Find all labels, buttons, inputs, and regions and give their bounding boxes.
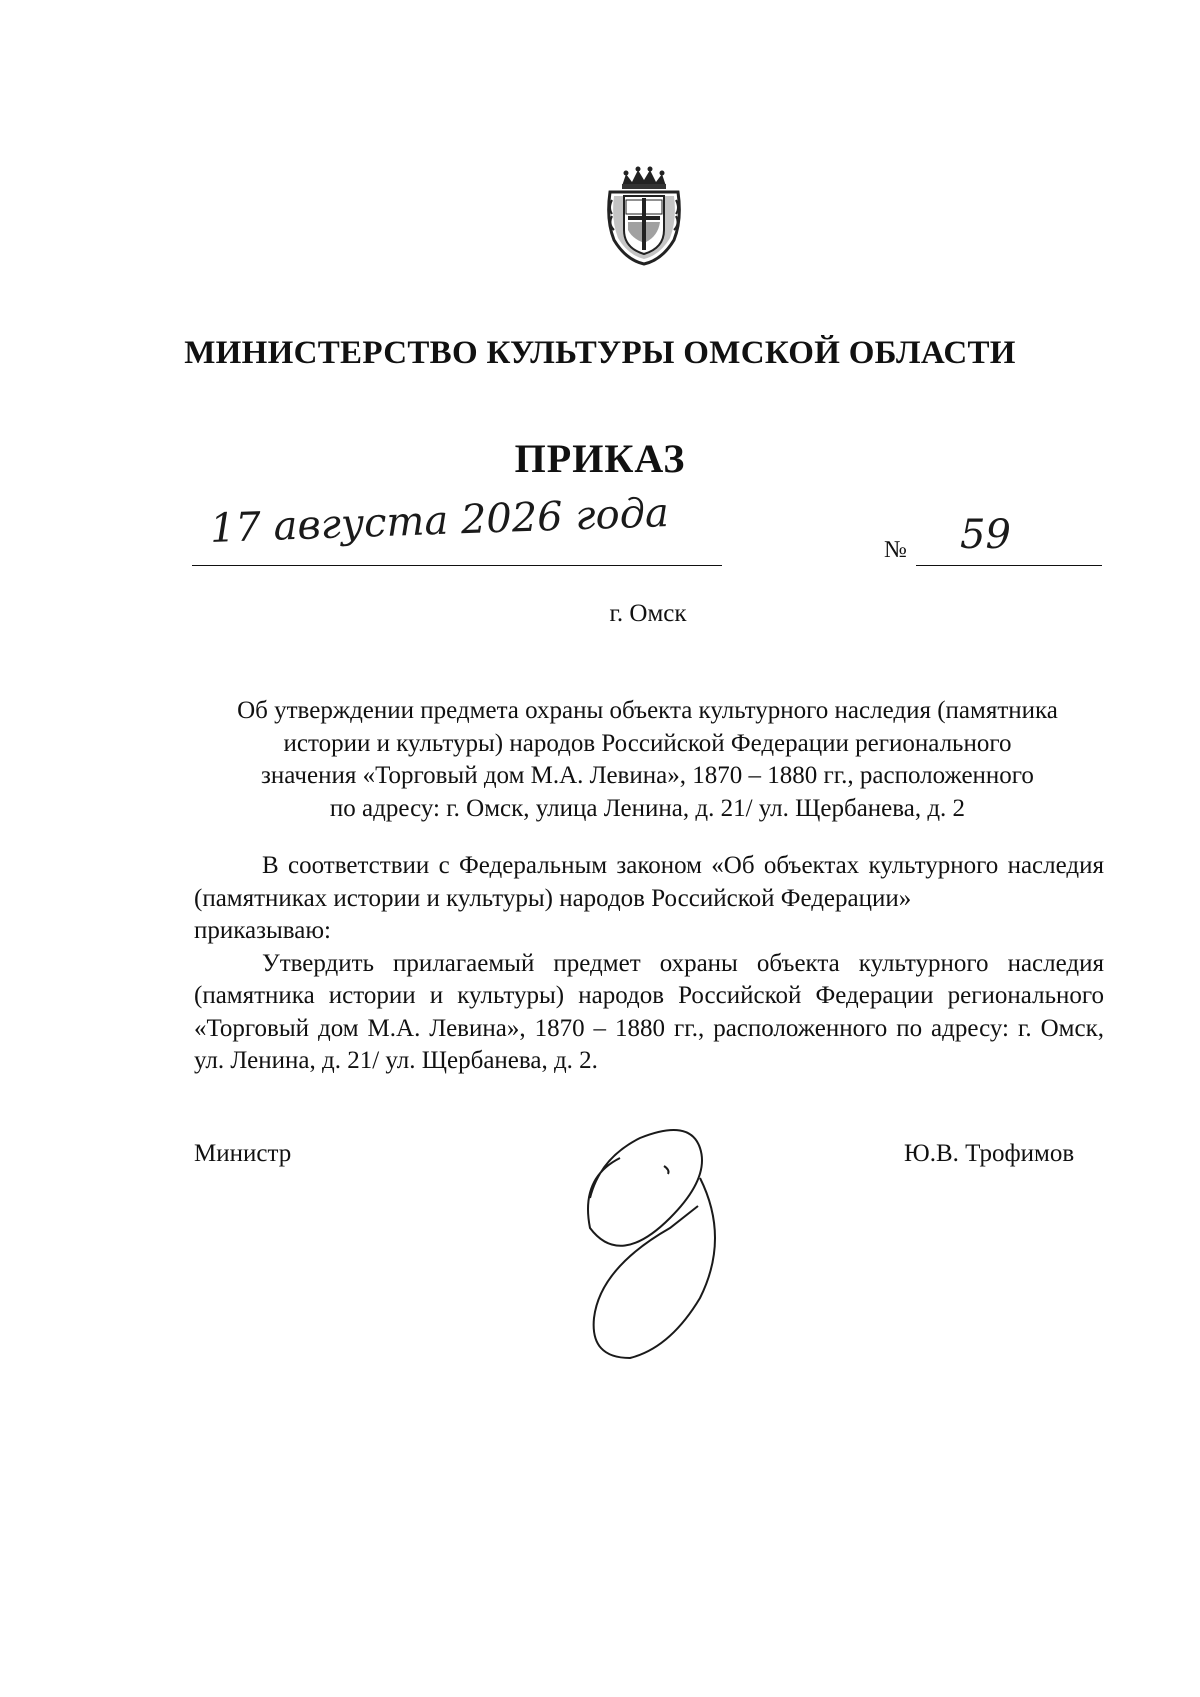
coat-of-arms-icon [602,160,686,268]
number-label: № [884,537,907,563]
body-paragraph-end: приказываю: [194,917,331,944]
handwritten-date: 17 августа 2026 года [209,490,670,553]
order-subject [190,695,1105,825]
number-underline [916,565,1102,566]
document-type-title: ПРИКАЗ [514,436,686,481]
handwritten-signature [560,1118,760,1378]
signer-name: Ю.В. Трофимов [904,1140,1075,1167]
subject-line: истории и культуры) народов Российской Федерации регионального [283,729,1012,757]
body-paragraph: В соответствии с Федеральным законом «Об объектах культурного наследия (памятниках истории и культуры) народов Российской Федерации» [194,852,1104,912]
ministry-name: МИНИСТЕРСТВО КУЛЬТУРЫ ОМСКОЙ ОБЛАСТИ [184,335,1016,371]
city-label: г. Омск [609,600,687,627]
signer-position: Министр [194,1140,292,1167]
subject-line: по адресу: г. Омск, улица Ленина, д. 21/ ул. Щербанева, д. 2 [329,794,966,822]
subject-line: значения «Торговый дом М.А. Левина», 1870 – 1880 гг., расположенного [261,762,1034,789]
body-paragraph: Утвердить прилагаемый предмет охраны объекта культурного наследия (памятника истории и культуры) народов Российской Федерации регионального «Торговый дом М.А. Левина», 1870 – 1880 гг., расположенного по адресу: г. Омск, ул. Ленина, д. 21/ ул. Щербанева, д. 2. [194,949,1104,1074]
order-body [194,850,1104,1078]
subject-line: Об утверждении предмета охраны объекта культурного наследия (памятника [237,697,1058,724]
date-underline [192,565,722,566]
handwritten-number: 59 [960,512,1011,558]
